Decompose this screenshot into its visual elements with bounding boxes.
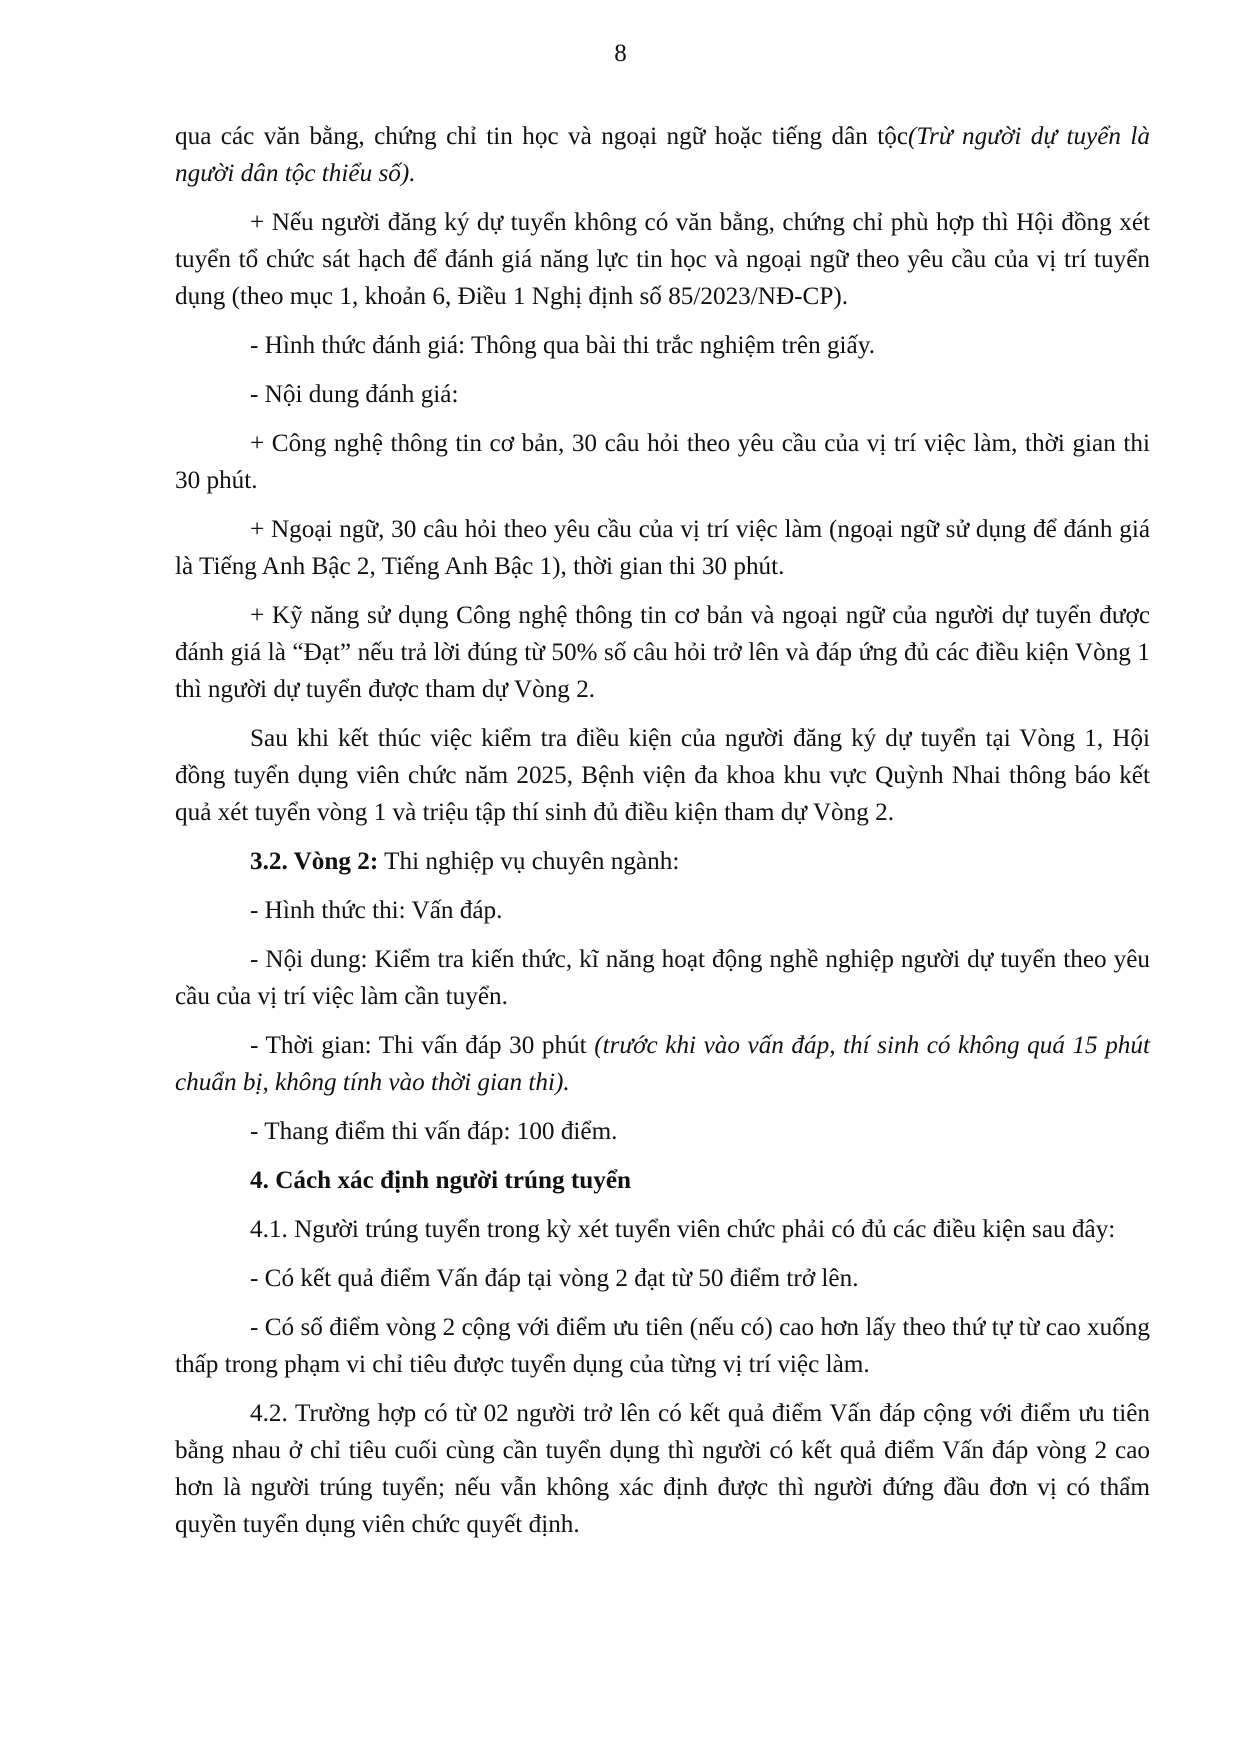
paragraph-text: + Công nghệ thông tin cơ bản, 30 câu hỏi theo yêu cầu của vị trí việc làm, thời gian thi 30 phút. [175, 430, 1150, 494]
paragraph-assessment-form [175, 327, 1150, 364]
paragraph-text: Thi nghiệp vụ chuyên ngành: [378, 848, 680, 875]
paragraph-text: - Nội dung đánh giá: [250, 381, 459, 408]
paragraph-it-test [175, 425, 1150, 499]
paragraph-condition-2 [175, 1309, 1150, 1383]
paragraph-text: + Nếu người đăng ký dự tuyển không có văn bằng, chứng chỉ phù hợp thì Hội đồng xét tuyển tổ chức sát hạch để đánh giá năng lực tin học và ngoại ngữ theo yêu cầu của vị trí tuyển dụng (theo mục 1, khoản 6, Điều 1 Nghị định số 85/2023/NĐ-CP). [175, 209, 1150, 310]
paragraph-continuation [175, 118, 1150, 192]
paragraph-4-1 [175, 1211, 1150, 1248]
page-number: 8 [614, 40, 627, 67]
paragraph-exam-scale [175, 1113, 1150, 1150]
paragraph-assessment-note [175, 204, 1150, 315]
paragraph-4-2 [175, 1395, 1150, 1543]
paragraph-exam-form [175, 892, 1150, 929]
section-4-heading [175, 1162, 1150, 1199]
document-body [175, 118, 1150, 1555]
section-3-2-heading [175, 843, 1150, 880]
paragraph-exam-time [175, 1027, 1150, 1101]
paragraph-text: + Ngoại ngữ, 30 câu hỏi theo yêu cầu của vị trí việc làm (ngoại ngữ sử dụng để đánh giá là Tiếng Anh Bậc 2, Tiếng Anh Bậc 1), thời gian thi 30 phút. [175, 516, 1150, 580]
paragraph-text: + Kỹ năng sử dụng Công nghệ thông tin cơ bản và ngoại ngữ của người dự tuyển được đánh giá là “Đạt” nếu trả lời đúng từ 50% số câu hỏi trở lên và đáp ứng đủ các điều kiện Vòng 1 thì người dự tuyển được tham dự Vòng 2. [175, 602, 1150, 703]
paragraph-text: - Thời gian: Thi vấn đáp 30 phút [250, 1032, 595, 1059]
italic-note: (Trừ người dự tuyển là người dân tộc thiểu số). [175, 123, 1150, 187]
paragraph-text: - Có số điểm vòng 2 cộng với điểm ưu tiên (nếu có) cao hơn lấy theo thứ tự từ cao xuống thấp trong phạm vi chỉ tiêu được tuyển dụng của từng vị trí việc làm. [175, 1314, 1150, 1378]
paragraph-text: 4.2. Trường hợp có từ 02 người trở lên có kết quả điểm Vấn đáp cộng với điểm ưu tiên bằng nhau ở chỉ tiêu cuối cùng cần tuyển dụng thì người có kết quả điểm Vấn đáp vòng 2 cao hơn là người trúng tuyển; nếu vẫn không xác định được thì người đứng đầu đơn vị có thẩm quyền tuyển dụng viên chức quyết định. [175, 1400, 1150, 1538]
paragraph-text: 4.1. Người trúng tuyển trong kỳ xét tuyển viên chức phải có đủ các điều kiện sau đây: [250, 1216, 1116, 1243]
paragraph-text: - Hình thức thi: Vấn đáp. [250, 897, 503, 924]
italic-note: (trước khi vào vấn đáp, thí sinh có không quá 15 phút chuẩn bị, không tính vào thời gian thi). [175, 1032, 1150, 1096]
paragraph-text: - Có kết quả điểm Vấn đáp tại vòng 2 đạt từ 50 điểm trở lên. [250, 1265, 859, 1292]
paragraph-text: - Hình thức đánh giá: Thông qua bài thi trắc nghiệm trên giấy. [250, 332, 875, 359]
section-title: 4. Cách xác định người trúng tuyển [250, 1167, 632, 1194]
paragraph-language-test [175, 511, 1150, 585]
paragraph-exam-content [175, 941, 1150, 1015]
paragraph-text: Sau khi kết thúc việc kiểm tra điều kiện của người đăng ký dự tuyển tại Vòng 1, Hội đồng tuyển dụng viên chức năm 2025, Bệnh viện đa khoa khu vực Quỳnh Nhai thông báo kết quả xét tuyển vòng 1 và triệu tập thí sinh đủ điều kiện tham dự Vòng 2. [175, 725, 1150, 826]
paragraph-text: - Thang điểm thi vấn đáp: 100 điểm. [250, 1118, 618, 1145]
paragraph-assessment-content [175, 376, 1150, 413]
paragraph-text: - Nội dung: Kiểm tra kiến thức, kĩ năng hoạt động nghề nghiệp người dự tuyển theo yêu cầu của vị trí việc làm cần tuyển. [175, 946, 1150, 1010]
paragraph-round1-result [175, 720, 1150, 831]
paragraph-pass-criteria [175, 597, 1150, 708]
section-number: 3.2. Vòng 2: [250, 848, 379, 875]
paragraph-text: qua các văn bằng, chứng chỉ tin học và ngoại ngữ hoặc tiếng dân tộc [175, 123, 909, 150]
paragraph-condition-1 [175, 1260, 1150, 1297]
